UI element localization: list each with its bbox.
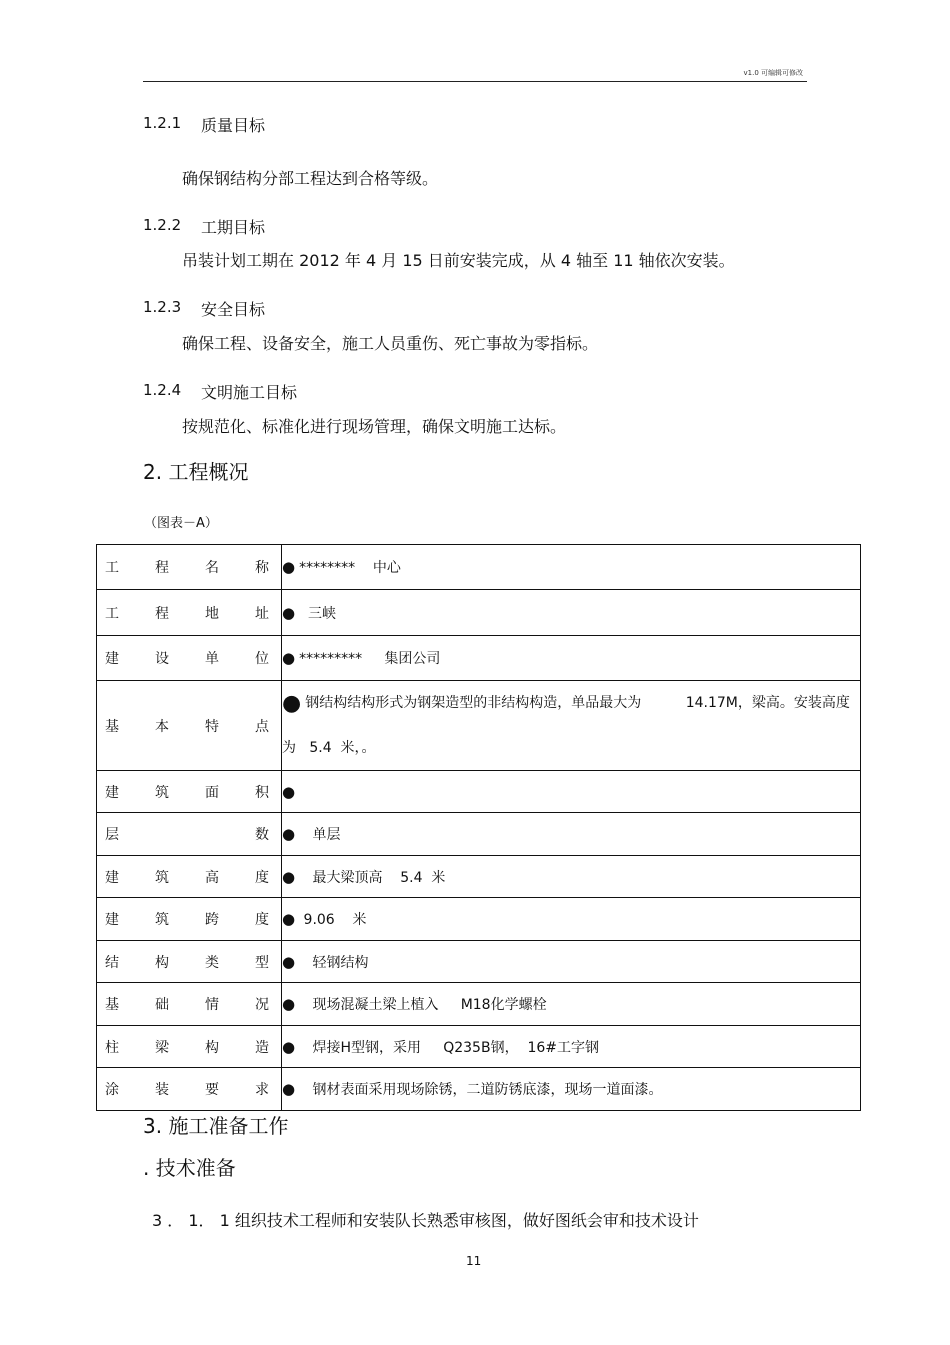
item-3-1-1-text: 3 ． 1． 1 组织技术工程师和安装队长熟悉审核图，做好图纸会审和技术设计 xyxy=(152,1211,699,1230)
bullet-icon: ● xyxy=(282,558,296,576)
table-row xyxy=(97,636,861,681)
row-value-cell xyxy=(282,856,861,898)
row-value: 现场混凝土梁上植入 M18化学螺栓 xyxy=(299,997,547,1013)
table-row xyxy=(97,1026,861,1068)
row-label xyxy=(97,716,281,736)
bullet-icon: ● xyxy=(282,782,296,801)
row-label-char: 建 xyxy=(105,869,119,886)
header-rule xyxy=(143,81,807,82)
row-value-cell xyxy=(282,545,861,590)
row-label xyxy=(97,994,281,1014)
row-label xyxy=(97,867,281,887)
row-label-cell xyxy=(97,1068,282,1111)
section-1-2-3-title: 安全目标 xyxy=(201,300,266,319)
table-row xyxy=(97,941,861,983)
row-label-char: 梁 xyxy=(155,1039,169,1056)
row-label-cell xyxy=(97,1026,282,1068)
table-row xyxy=(97,856,861,898)
version-note: v1.0 可编辑可修改 xyxy=(743,69,803,77)
row-value-cell xyxy=(282,681,861,771)
section-1-2-2-number: 1.2.2 xyxy=(143,216,182,234)
table-row xyxy=(97,983,861,1026)
row-label-char: 建 xyxy=(105,784,119,801)
row-value: 三峡 xyxy=(299,605,336,622)
row-label-char: 工 xyxy=(105,560,119,576)
table-row xyxy=(97,681,861,771)
bullet-icon: ● xyxy=(282,691,302,716)
section-1-2-2-text: 吊装计划工期在 2012 年 4 月 15 日前安装完成，从 4 轴至 11 轴依次安装。 xyxy=(182,251,735,270)
bullet-icon: ● xyxy=(282,867,296,886)
technical-prep-heading: . 技术准备 xyxy=(143,1156,236,1180)
row-label-char: 筑 xyxy=(155,784,169,801)
row-value: 9.06 米 xyxy=(299,912,367,928)
section-1-2-3-number: 1.2.3 xyxy=(143,298,182,316)
section-1-2-1-title: 质量目标 xyxy=(201,116,266,135)
row-label xyxy=(97,952,281,972)
row-label-char: 结 xyxy=(105,954,119,971)
row-label-char: 称 xyxy=(255,560,269,576)
row-label-char: 点 xyxy=(255,718,269,735)
row-value: 焊接H型钢，采用 Q235B钢， 16#工字钢 xyxy=(299,1039,600,1056)
row-value: 单层 xyxy=(299,827,341,843)
bullet-icon: ● xyxy=(282,910,296,928)
row-label-char: 筑 xyxy=(155,869,169,886)
row-label-char: 工 xyxy=(105,605,119,622)
row-label-char: 面 xyxy=(205,784,219,801)
row-label-char: 地 xyxy=(205,605,219,622)
row-label xyxy=(97,909,281,929)
row-label-char: 度 xyxy=(255,869,269,886)
table-row xyxy=(97,545,861,590)
row-label-char: 位 xyxy=(255,651,269,667)
row-value-cell xyxy=(282,898,861,941)
row-label-cell xyxy=(97,771,282,813)
bullet-icon: ● xyxy=(282,603,296,622)
row-label xyxy=(97,1079,281,1099)
table-row xyxy=(97,1068,861,1111)
row-label-char: 柱 xyxy=(105,1039,119,1056)
row-label-char: 积 xyxy=(255,784,269,801)
row-label xyxy=(97,603,281,623)
bullet-icon: ● xyxy=(282,825,296,843)
row-value-cell xyxy=(282,590,861,636)
table-row xyxy=(97,813,861,856)
row-label-char: 涂 xyxy=(105,1082,119,1098)
section-3-heading: 3. 施工准备工作 xyxy=(143,1114,289,1138)
row-value: 最大梁顶高 5.4 米 xyxy=(299,869,446,886)
section-1-2-4-number: 1.2.4 xyxy=(143,381,182,399)
row-label-char: 构 xyxy=(155,954,169,971)
row-value-cell xyxy=(282,983,861,1026)
row-label-char: 础 xyxy=(155,997,169,1013)
row-label-char: 特 xyxy=(205,718,219,735)
row-label-char: 程 xyxy=(155,605,169,622)
row-label-char: 高 xyxy=(205,869,219,886)
row-label-char: 设 xyxy=(155,651,169,667)
project-overview-table xyxy=(96,544,861,1111)
row-label xyxy=(97,824,281,844)
bullet-icon: ● xyxy=(282,952,296,971)
bullet-icon: ● xyxy=(282,1037,296,1056)
row-label-cell xyxy=(97,545,282,590)
bullet-icon: ● xyxy=(282,1080,296,1098)
row-label-char: 情 xyxy=(205,997,219,1013)
row-label-char: 造 xyxy=(255,1039,269,1056)
row-value: 钢材表面采用现场除锈，二道防锈底漆，现场一道面漆。 xyxy=(299,1082,663,1098)
row-label-char: 层 xyxy=(105,827,119,843)
row-label-char: 单 xyxy=(205,651,219,667)
row-value-cell xyxy=(282,771,861,813)
section-1-2-4-text: 按规范化、标准化进行现场管理，确保文明施工达标。 xyxy=(182,417,567,436)
row-label-char: 况 xyxy=(255,997,269,1013)
row-label-cell xyxy=(97,983,282,1026)
row-value: 轻钢结构 xyxy=(299,954,369,971)
row-label-cell xyxy=(97,681,282,771)
overview-heading: 2. 工程概况 xyxy=(143,460,249,484)
bullet-icon: ● xyxy=(282,995,296,1013)
row-label-char: 度 xyxy=(255,912,269,928)
row-value-cell xyxy=(282,636,861,681)
row-label-cell xyxy=(97,898,282,941)
row-label xyxy=(97,782,281,802)
section-1-2-4-title: 文明施工目标 xyxy=(201,383,298,402)
row-label xyxy=(97,648,281,668)
table-row xyxy=(97,590,861,636)
row-label-cell xyxy=(97,941,282,983)
row-label-char: 要 xyxy=(205,1082,219,1098)
table-caption: （图表－A） xyxy=(144,516,218,531)
row-label-char: 程 xyxy=(155,560,169,576)
row-label-char: 名 xyxy=(205,560,219,576)
section-1-2-2-title: 工期目标 xyxy=(201,218,266,237)
row-label-char: 基 xyxy=(105,718,119,735)
row-label-char: 数 xyxy=(255,827,269,843)
row-label-char: 求 xyxy=(255,1082,269,1098)
row-label xyxy=(97,1037,281,1057)
row-value: 钢结构结构形式为钢架造型的非结构构造，单品最大为 14.17M，梁高。安装高度为 5.4 米，。 xyxy=(282,695,850,756)
row-label-char: 建 xyxy=(105,912,119,928)
row-label-char: 型 xyxy=(255,954,269,971)
row-label-char: 装 xyxy=(155,1082,169,1098)
section-1-2-3-text: 确保工程、设备安全，施工人员重伤、死亡事故为零指标。 xyxy=(182,334,599,353)
row-value-cell xyxy=(282,813,861,856)
page-number: 11 xyxy=(466,1254,482,1268)
section-1-2-1-number: 1.2.1 xyxy=(143,114,182,132)
table-row xyxy=(97,898,861,941)
row-label-char: 筑 xyxy=(155,912,169,928)
row-value-cell xyxy=(282,941,861,983)
row-label-cell xyxy=(97,636,282,681)
row-label-char: 基 xyxy=(105,997,119,1013)
table-row xyxy=(97,771,861,813)
row-label-char: 址 xyxy=(255,605,269,622)
row-label-cell xyxy=(97,856,282,898)
row-label-char: 构 xyxy=(205,1039,219,1056)
row-label-cell xyxy=(97,590,282,636)
row-value-cell xyxy=(282,1068,861,1111)
row-label-char: 类 xyxy=(205,954,219,971)
row-label xyxy=(97,557,281,577)
row-label-char: 本 xyxy=(155,718,169,735)
section-1-2-1-text: 确保钢结构分部工程达到合格等级。 xyxy=(182,169,439,188)
bullet-icon: ● xyxy=(282,649,296,667)
row-label-cell xyxy=(97,813,282,856)
row-label-char: 建 xyxy=(105,651,119,667)
row-value: ******** 中心 xyxy=(299,560,401,576)
row-value: ********* 集团公司 xyxy=(299,651,441,667)
row-value-cell xyxy=(282,1026,861,1068)
row-label-char: 跨 xyxy=(205,912,219,928)
